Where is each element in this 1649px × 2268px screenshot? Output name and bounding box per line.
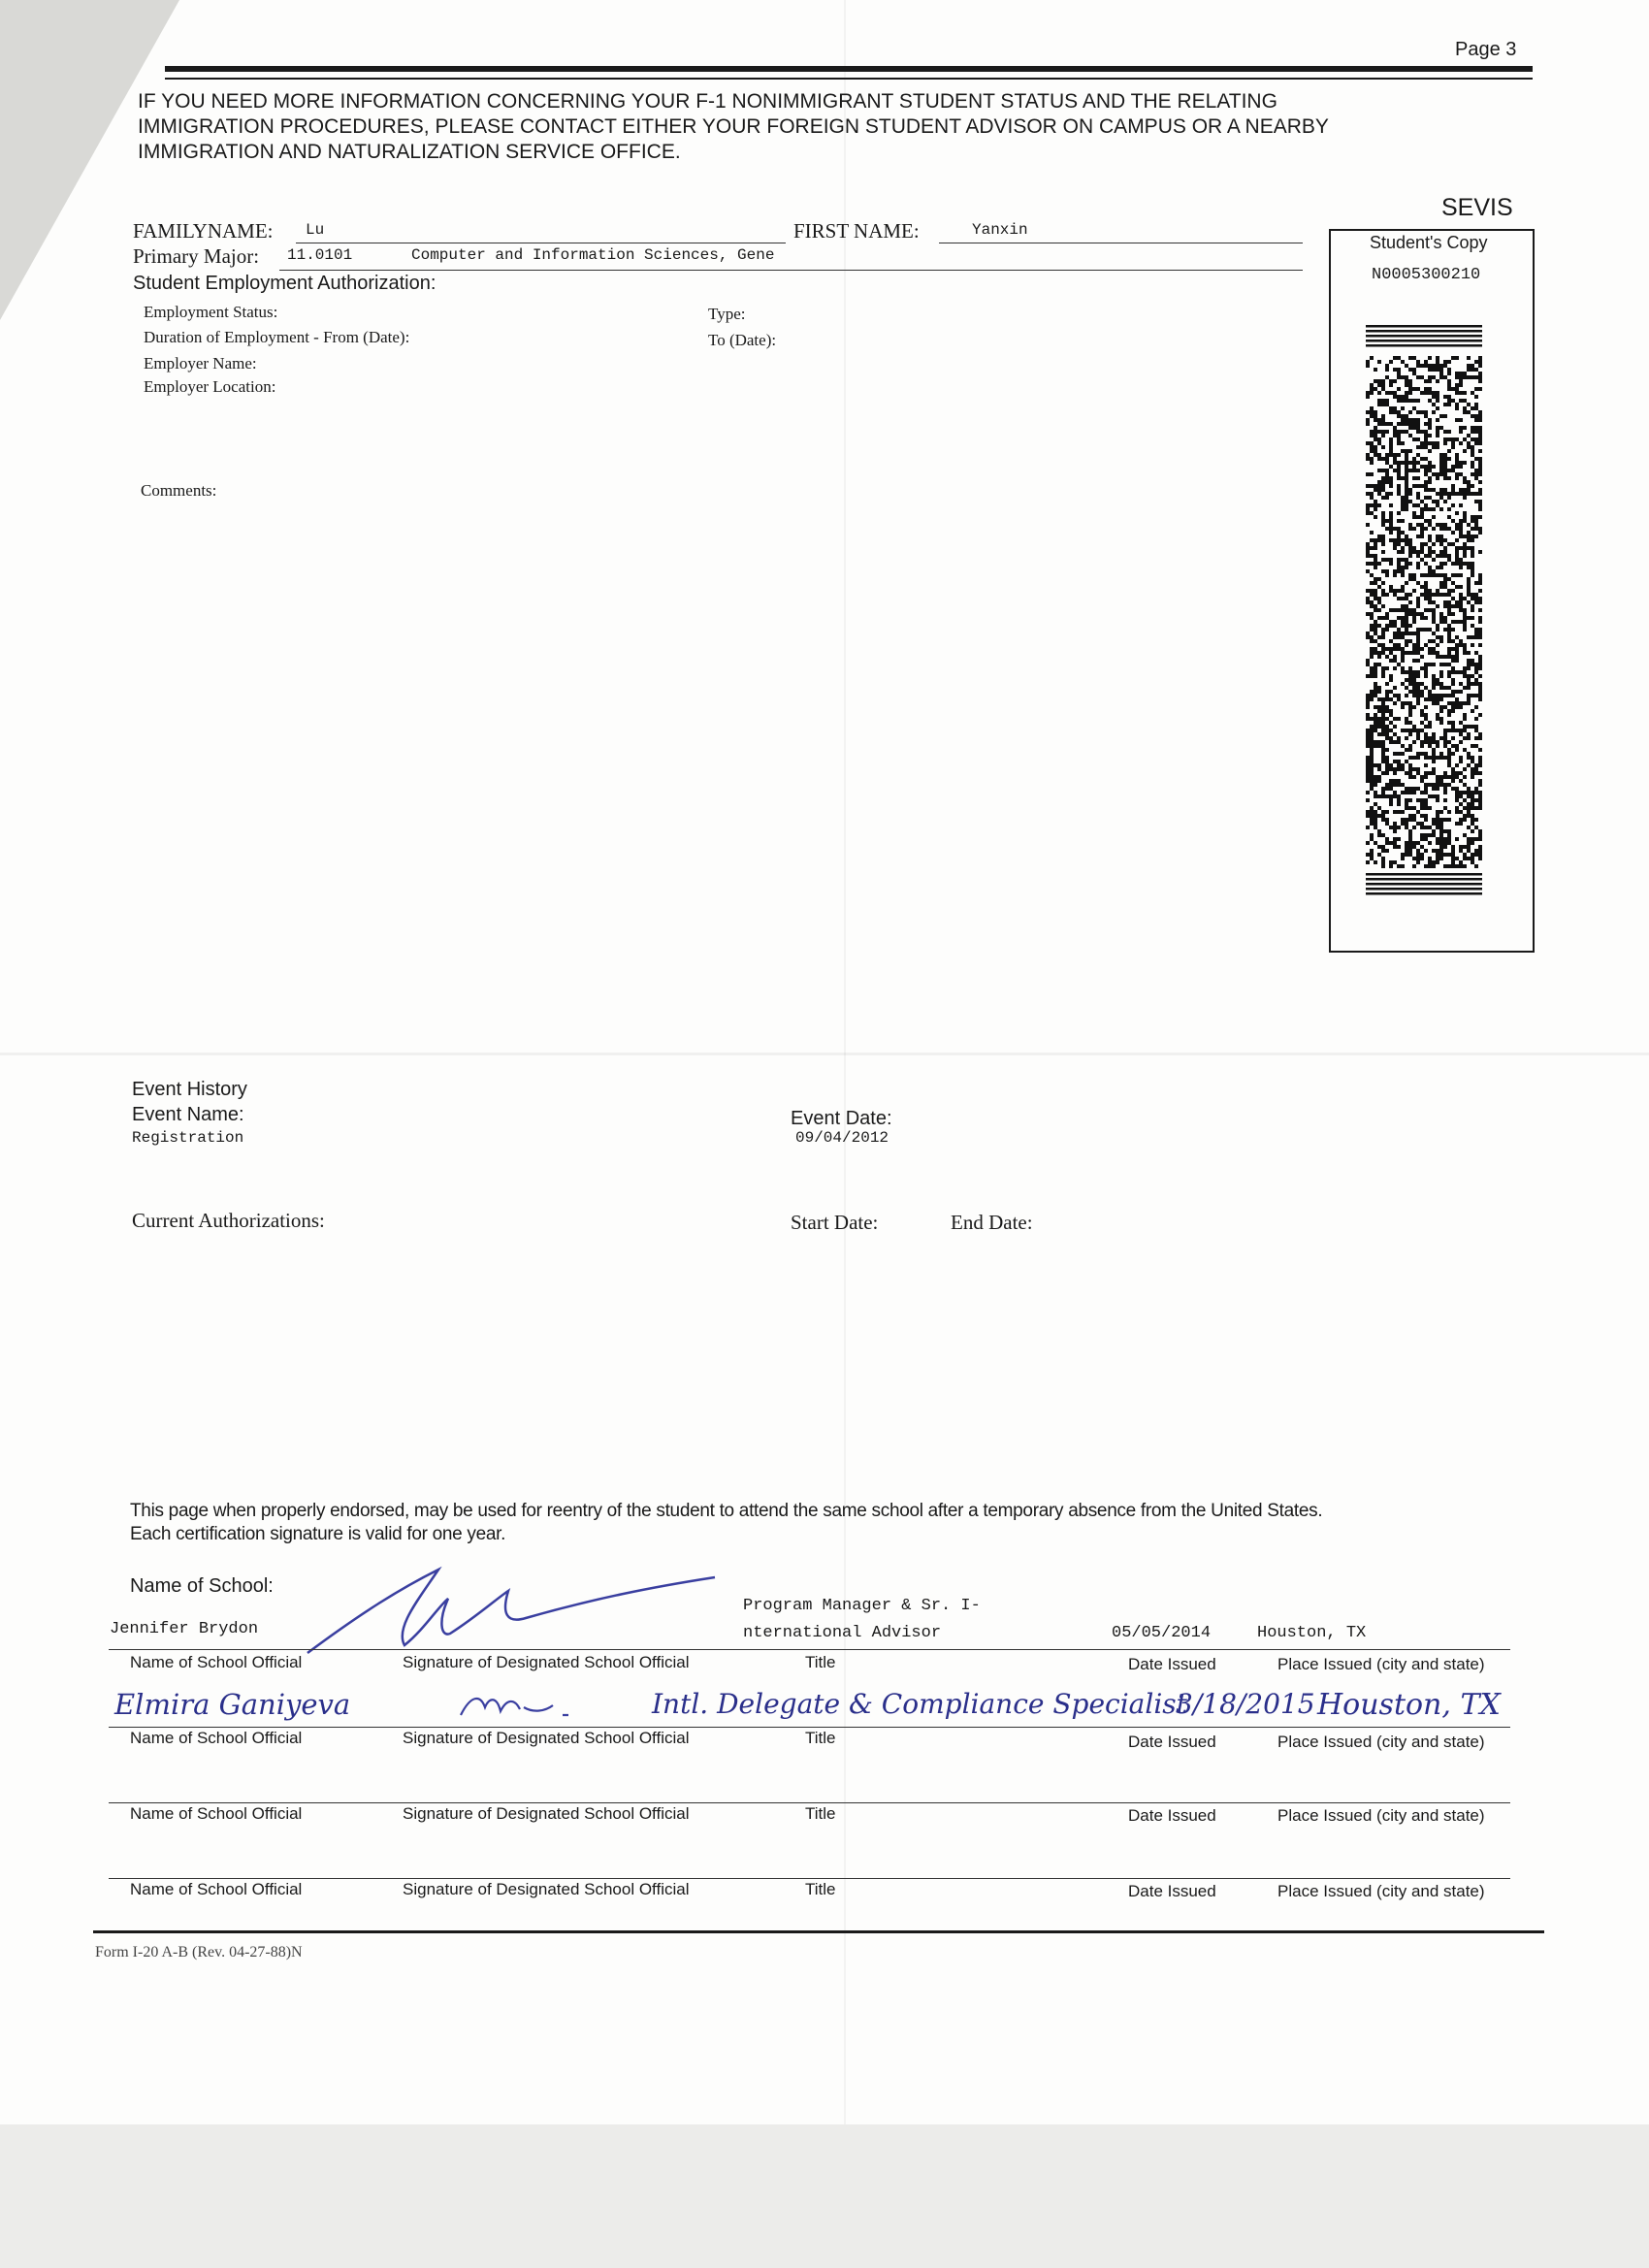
fold-crease: [844, 0, 846, 2124]
event-name-label: Event Name:: [132, 1104, 244, 1125]
official-label: Name of School Official: [130, 1729, 303, 1747]
signature-label: Signature of Designated School Official: [403, 1729, 690, 1747]
date-label: Date Issued: [1128, 1882, 1216, 1900]
event-history-heading: Event History: [132, 1079, 247, 1100]
title-label: Title: [805, 1880, 836, 1898]
family-name-label: FAMILYNAME:: [133, 219, 274, 243]
official-label: Name of School Official: [130, 1804, 303, 1823]
official-label: Name of School Official: [130, 1880, 303, 1898]
first-name-value: Yanxin: [972, 221, 1028, 239]
official-title-handwritten: Intl. Delegate & Compliance Specialist: [652, 1688, 1187, 1720]
fold-crease: [0, 1053, 1649, 1055]
comments-label: Comments:: [141, 481, 217, 500]
reentry-notice: [130, 1500, 1322, 1546]
notice-line: IF YOU NEED MORE INFORMATION CONCERNING YOUR F-1 NONIMMIGRANT STUDENT STATUS AND THE RELATING: [138, 90, 1277, 113]
date-label: Date Issued: [1128, 1655, 1216, 1673]
signature-line: [109, 1878, 1510, 1879]
scan-background: [0, 2124, 1649, 2268]
reentry-line: This page when properly endorsed, may be used for reentry of the student to attend the same school after a temporary absence from the United States.: [130, 1501, 1323, 1521]
major-code: 11.0101: [287, 246, 353, 264]
signature-label: Signature of Designated School Official: [403, 1653, 690, 1671]
major-label: Primary Major:: [133, 244, 260, 268]
signature-line: [109, 1802, 1510, 1803]
official-title-line1: Program Manager & Sr. I-: [743, 1597, 981, 1615]
title-label: Title: [805, 1729, 836, 1747]
major-name: Computer and Information Sciences, Gene: [411, 246, 775, 264]
end-date-label: End Date:: [951, 1211, 1033, 1234]
form-number: Form I-20 A-B (Rev. 04-27-88)N: [95, 1944, 303, 1960]
official-name-handwritten: Elmira Ganiyeva: [114, 1688, 351, 1721]
school-name-label: Name of School:: [130, 1575, 274, 1597]
handwritten-signature: [303, 1560, 720, 1667]
signature-label: Signature of Designated School Official: [403, 1804, 690, 1823]
date-label: Date Issued: [1128, 1806, 1216, 1825]
sevis-id: N0005300210: [1372, 266, 1481, 284]
event-date-value: 09/04/2012: [795, 1129, 889, 1147]
duration-label: Duration of Employment - From (Date):: [144, 328, 410, 346]
date-issued: 05/05/2014: [1112, 1624, 1212, 1642]
employer-location-label: Employer Location:: [144, 377, 276, 396]
title-label: Title: [805, 1804, 836, 1823]
notice-line: IMMIGRATION AND NATURALIZATION SERVICE OFFICE.: [138, 141, 681, 163]
page-number: Page 3: [1455, 39, 1517, 60]
start-date-label: Start Date:: [791, 1211, 879, 1234]
place-label: Place Issued (city and state): [1277, 1733, 1485, 1751]
current-authorizations-label: Current Authorizations:: [132, 1209, 325, 1232]
signature-line: [109, 1727, 1510, 1728]
header-rule-thin: [165, 78, 1533, 80]
event-name-value: Registration: [132, 1129, 244, 1147]
official-title-line2: nternational Advisor: [743, 1624, 942, 1642]
barcode: [1366, 325, 1482, 897]
signature-label: Signature of Designated School Official: [403, 1880, 690, 1898]
official-name: Jennifer Brydon: [110, 1620, 259, 1638]
first-name-label: FIRST NAME:: [793, 219, 920, 243]
underline: [279, 270, 1303, 271]
date-handwritten: 3/18/2015: [1176, 1688, 1315, 1720]
student-copy-label: Student's Copy: [1370, 233, 1488, 252]
date-label: Date Issued: [1128, 1733, 1216, 1751]
place-label: Place Issued (city and state): [1277, 1882, 1485, 1900]
handwritten-initials: [456, 1686, 621, 1725]
employment-heading: Student Employment Authorization:: [133, 273, 436, 294]
official-label: Name of School Official: [130, 1653, 303, 1671]
notice-text: [138, 89, 1329, 165]
reentry-line: Each certification signature is valid for one year.: [130, 1524, 506, 1544]
employer-name-label: Employer Name:: [144, 354, 257, 373]
place-label: Place Issued (city and state): [1277, 1655, 1485, 1673]
family-name-value: Lu: [306, 221, 325, 239]
place-issued: Houston, TX: [1257, 1624, 1367, 1642]
event-date-label: Event Date:: [791, 1108, 892, 1129]
type-label: Type:: [708, 305, 746, 323]
signature-line: [109, 1649, 1510, 1650]
notice-line: IMMIGRATION PROCEDURES, PLEASE CONTACT EITHER YOUR FOREIGN STUDENT ADVISOR ON CAMPUS OR A NEARBY: [138, 115, 1329, 138]
employment-status-label: Employment Status:: [144, 303, 278, 321]
sevis-heading: SEVIS: [1441, 194, 1513, 221]
title-label: Title: [805, 1653, 836, 1671]
header-rule: [165, 66, 1533, 72]
footer-rule: [93, 1930, 1544, 1933]
place-handwritten: Houston, TX: [1317, 1688, 1501, 1722]
place-label: Place Issued (city and state): [1277, 1806, 1485, 1825]
to-date-label: To (Date):: [708, 331, 777, 349]
